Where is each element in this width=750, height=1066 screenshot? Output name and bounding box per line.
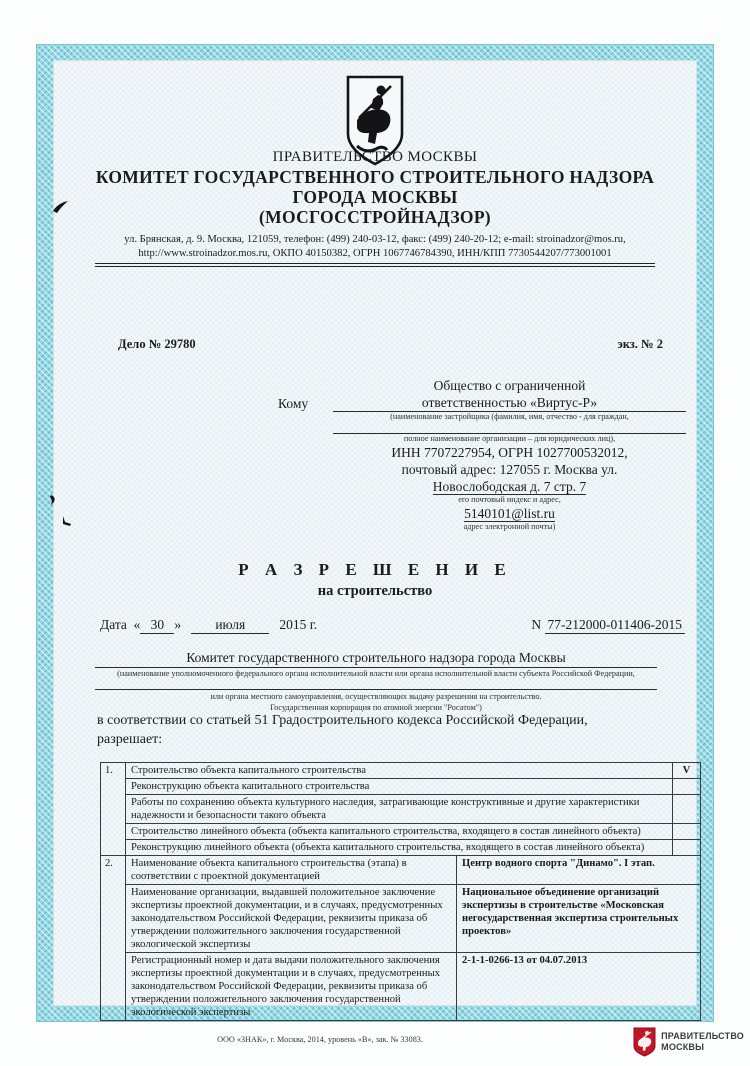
- document-title-block: [0, 560, 750, 600]
- addressee-email: 5140101@list.ru: [464, 506, 555, 521]
- permit-table: [100, 762, 701, 1021]
- check-mark: [673, 779, 701, 795]
- table-row: [101, 824, 701, 840]
- scan-mark: [61, 515, 72, 526]
- date-segment: [100, 617, 317, 634]
- gov-logo-line-2: МОСКВЫ: [661, 1042, 705, 1052]
- work-type: Реконструкцию объекта капитального строительства: [126, 779, 673, 795]
- work-type: Реконструкцию линейного объекта (объекта капитального строительства, входящего в состав линейного объекта): [126, 840, 673, 856]
- date-month: июля: [191, 617, 269, 634]
- authority-caption-2: или органа местного самоуправления, осуществляющих выдачу разрешения на строительство.: [210, 692, 542, 701]
- quote-close: »: [174, 617, 182, 632]
- gov-logo-line-1: ПРАВИТЕЛЬСТВО: [661, 1031, 744, 1041]
- addressee-inn-line: ИНН 7707227954, ОГРН 1027700532012,: [391, 445, 628, 460]
- field-label: Регистрационный номер и дата выдачи положительного заключения экспертизы проектной документации и в случаях, предусмотренных законодательством Российской Федерации, реквизиты приказа об утверждении положительного заключения государственной экологической экспертизы: [126, 953, 457, 1021]
- field-label: Наименование организации, выдавшей положительное заключение экспертизы проектной документации, и в случаях, предусмотренных законодательством Российской Федерации, реквизиты приказа об утверждении положительного заключения государственной экологической экспертизы: [126, 885, 457, 953]
- work-type: Строительство объекта капитального строительства: [126, 763, 673, 779]
- permit-table-section-2: [100, 855, 701, 1021]
- permit-number-label: N: [531, 617, 542, 632]
- field-value: 2-1-1-0266-13 от 04.07.2013: [457, 953, 701, 1021]
- date-number-row: [100, 617, 685, 634]
- address-line-1: ул. Брянская, д. 9. Москва, 121059, телефон: (499) 240-03-12, факс: (499) 240-20-12; e-mail: stroinadzor@mos.ru,: [124, 234, 626, 245]
- moscow-government-logo: [633, 1027, 744, 1057]
- statement-line-2: разрешает:: [97, 732, 163, 747]
- gov-logo-text: [661, 1031, 744, 1053]
- addressee-name-line-1: Общество с ограниченной: [433, 378, 586, 393]
- to-label: Кому: [278, 396, 309, 411]
- blank-rule: [333, 422, 686, 434]
- double-rule-divider: [95, 263, 655, 267]
- statement-line-1: в соответствии со статьей 51 Градостроительного кодекса Российской Федерации,: [97, 713, 588, 728]
- quote-open: «: [133, 617, 141, 632]
- title-main: Р А З Р Е Ш Е Н И Е: [238, 560, 512, 579]
- addressee-block: [278, 377, 686, 532]
- table-row: [101, 885, 701, 953]
- addressee-name-line-2: ответственностью «Виртус-Р»: [333, 394, 686, 412]
- committee-line-1: КОМИТЕТ ГОСУДАРСТВЕННОГО СТРОИТЕЛЬНОГО НАДЗОРА: [95, 167, 655, 187]
- addressee-caption-2: полное наименование организации – для юридических лиц),: [403, 434, 616, 443]
- work-type: Работы по сохранению объекта культурного наследия, затрагивающие конструктивные и другие характеристики надежности и безопасности такого объекта: [126, 795, 673, 824]
- address-line-2: http://www.stroinadzor.mos.ru, ОКПО 40150382, ОГРН 1067746784390, ИНН/КПП 7730544207/773001001: [138, 247, 612, 259]
- committee-line-2: ГОРОДА МОСКВЫ: [292, 187, 458, 207]
- addressee-caption-1: (наименование застройщика (фамилия, имя, отчество - для граждан,: [390, 412, 629, 421]
- case-row: [118, 337, 663, 352]
- blank-rule: [95, 679, 657, 690]
- addressee-postal-line-1: почтовый адрес: 127055 г. Москва ул.: [401, 462, 618, 477]
- check-mark: [673, 840, 701, 856]
- copy-number: экз. № 2: [617, 337, 663, 351]
- table-row: [101, 795, 701, 824]
- gov-line: ПРАВИТЕЛЬСТВО МОСКВЫ: [272, 149, 478, 165]
- case-number: Дело № 29780: [118, 337, 196, 351]
- table-row: [101, 856, 701, 885]
- work-type: Строительство линейного объекта (объекта капитального строительства, входящего в состав линейного объекта): [126, 824, 673, 840]
- field-value: Национальное объединение организаций экспертизы в строительстве «Московская негосударственная экспертиза строительных проектов»: [457, 885, 701, 953]
- row-number: 2.: [101, 856, 126, 1021]
- table-row: [101, 840, 701, 856]
- table-row: [101, 953, 701, 1021]
- scan-mark: [49, 494, 57, 506]
- permit-number-segment: [531, 617, 685, 634]
- addressee-postal-line-2: Новослободская д. 7 стр. 7: [432, 479, 587, 494]
- check-mark: [673, 795, 701, 824]
- date-year: 2015 г.: [279, 617, 318, 632]
- printing-house-info: ООО «ЗНАК», г. Москва, 2014, уровень «В», зак. № 33083.: [217, 1035, 423, 1044]
- addressee-caption-4: адрес электронной почты): [463, 522, 556, 531]
- addressee-caption-3: его почтовый индекс и адрес,: [458, 495, 561, 504]
- check-mark: V: [673, 763, 701, 779]
- committee-abbrev: (МОСГОССТРОЙНАДЗОР): [259, 207, 491, 227]
- authority-block: [95, 650, 657, 713]
- date-label: Дата: [100, 617, 127, 632]
- field-label: Наименование объекта капитального строительства (этапа) в соответствии с проектной документацией: [126, 856, 457, 885]
- title-sub: на строительство: [317, 583, 433, 599]
- moscow-shield-icon: [633, 1027, 656, 1057]
- date-day: 30: [140, 617, 174, 634]
- check-mark: [673, 824, 701, 840]
- permit-table-section-1: [100, 762, 701, 856]
- legal-statement: [97, 711, 672, 749]
- authority-caption-3: Государственная корпорация по атомной энергии "Росатом"): [270, 703, 482, 712]
- permit-number: 77-212000-011406-2015: [545, 617, 686, 634]
- contact-address-block: [95, 233, 655, 260]
- field-value: Центр водного спорта "Динамо". I этап.: [457, 856, 701, 885]
- table-row: [101, 779, 701, 795]
- authority-name: Комитет государственного строительного надзора города Москвы: [95, 650, 657, 668]
- table-row: [101, 763, 701, 779]
- authority-caption-1: (наименование уполномоченного федерального органа исполнительной власти или органа исполнительной власти субъекта Российской Федерации,: [117, 669, 635, 678]
- document-header: [0, 147, 750, 227]
- row-number: 1.: [101, 763, 126, 856]
